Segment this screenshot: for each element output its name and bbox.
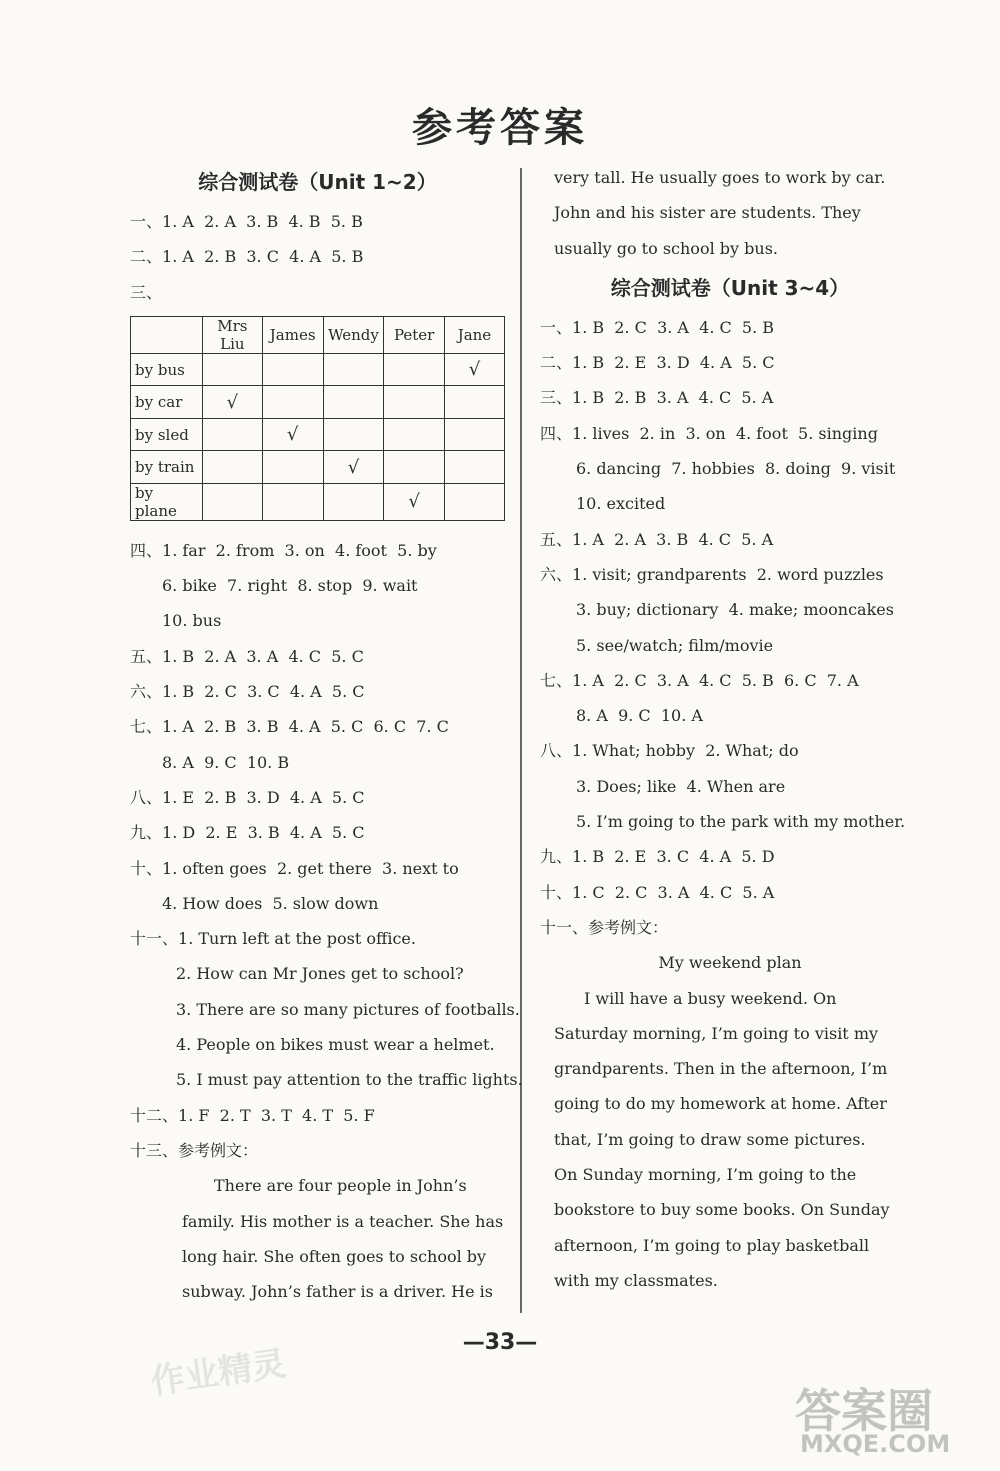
essay-title: My weekend plan bbox=[658, 953, 802, 973]
table-header-cell: Jane bbox=[444, 316, 504, 353]
question-number: 七、 bbox=[540, 670, 573, 690]
question-number: 十、 bbox=[540, 882, 573, 902]
table-cell bbox=[323, 483, 384, 520]
column-divider bbox=[520, 168, 522, 1313]
answer-line bbox=[540, 451, 920, 486]
table-cell bbox=[444, 451, 504, 484]
table-cell bbox=[202, 451, 262, 484]
essay-line: usually go to school by bus. bbox=[554, 238, 778, 258]
table-cell bbox=[384, 418, 444, 451]
answer-line bbox=[130, 639, 505, 674]
answer-text: 1. B 2. C 3. A 4. C 5. B bbox=[572, 317, 775, 337]
answer-text: 2. How can Mr Jones get to school? bbox=[176, 964, 464, 984]
answer-line bbox=[130, 851, 505, 886]
answer-text: 6. dancing 7. hobbies 8. doing 9. visit bbox=[576, 459, 896, 479]
answer-text: 5. I’m going to the park with my mother. bbox=[576, 812, 906, 832]
question-number: 十、 bbox=[130, 858, 163, 878]
answer-text: 1. Turn left at the post office. bbox=[178, 929, 416, 949]
watermark-faded: 作业精灵 bbox=[148, 1343, 289, 1403]
answer-line bbox=[540, 769, 920, 804]
answer-line bbox=[540, 557, 920, 592]
answer-line bbox=[130, 921, 505, 956]
answer-text: 1. E 2. B 3. D 4. A 5. C bbox=[162, 787, 365, 807]
table-cell bbox=[444, 386, 504, 419]
watermark-url: MXQE.COM bbox=[800, 1430, 951, 1458]
answer-text: 参考例文： bbox=[588, 917, 669, 937]
answer-text: 4. People on bikes must wear a helmet. bbox=[176, 1035, 495, 1055]
answer-line bbox=[130, 886, 505, 921]
essay-line: with my classmates. bbox=[554, 1270, 718, 1290]
table-header-cell: Peter bbox=[384, 316, 444, 353]
answer-text: 8. A 9. C 10. A bbox=[576, 706, 703, 726]
essay-continuation bbox=[540, 160, 920, 266]
answer-text: 参考例文： bbox=[178, 1140, 259, 1160]
question-number: 六、 bbox=[540, 564, 573, 584]
question-number: 六、 bbox=[130, 682, 163, 702]
answer-line bbox=[130, 674, 505, 709]
table-cell: √ bbox=[384, 483, 444, 520]
answer-line bbox=[540, 663, 920, 698]
table-row-label: by bus bbox=[131, 353, 203, 386]
answers-unit-3-4 bbox=[540, 310, 920, 945]
answer-line bbox=[540, 733, 920, 768]
section-heading-unit-1-2: 综合测试卷（Unit 1~2） bbox=[198, 170, 437, 194]
answer-line bbox=[130, 1027, 505, 1062]
answer-text: 1. often goes 2. get there 3. next to bbox=[162, 858, 459, 878]
left-column bbox=[130, 160, 523, 1309]
left-essay bbox=[130, 1168, 505, 1309]
watermark-brand: 答案圈 bbox=[795, 1384, 933, 1438]
table-row bbox=[131, 386, 505, 419]
essay-line: long hair. She often goes to school by bbox=[182, 1246, 487, 1266]
answer-line bbox=[540, 839, 920, 874]
answer-text: 1. What; hobby 2. What; do bbox=[572, 741, 799, 761]
answer-text: 1. A 2. B 3. C 4. A 5. B bbox=[162, 247, 364, 267]
answer-line bbox=[540, 698, 920, 733]
answer-line bbox=[540, 875, 920, 910]
answer-line bbox=[130, 1133, 505, 1168]
answer-line bbox=[540, 310, 920, 345]
essay-line: bookstore to buy some books. On Sunday bbox=[554, 1200, 890, 1220]
answer-line bbox=[130, 709, 505, 744]
answer-line bbox=[130, 1098, 505, 1133]
essay-line: Saturday morning, I’m going to visit my bbox=[554, 1023, 879, 1043]
question-number: 一、 bbox=[540, 317, 573, 337]
essay-line: going to do my homework at home. After bbox=[554, 1094, 887, 1114]
answer-text: 5. see/watch; film/movie bbox=[576, 635, 774, 655]
table-cell bbox=[384, 353, 444, 386]
question-number: 一、 bbox=[130, 212, 163, 231]
answer-line bbox=[130, 992, 520, 1027]
question-number: 八、 bbox=[130, 787, 163, 807]
answer-line bbox=[130, 1062, 523, 1097]
answer-text: 6. bike 7. right 8. stop 9. wait bbox=[162, 576, 418, 596]
question-number: 三、 bbox=[540, 388, 573, 408]
essay-line: grandparents. Then in the afternoon, I’m bbox=[554, 1059, 888, 1079]
answer-line bbox=[540, 486, 920, 521]
transport-table bbox=[130, 316, 505, 521]
answer-line bbox=[130, 275, 505, 310]
question-number: 八、 bbox=[540, 741, 573, 761]
essay-line: John and his sister are students. They bbox=[554, 203, 861, 223]
question-number: 二、 bbox=[540, 353, 573, 373]
question-number: 五、 bbox=[540, 529, 573, 549]
answer-line bbox=[540, 345, 920, 380]
table-header-cell bbox=[131, 316, 203, 353]
answer-text: 1. far 2. from 3. on 4. foot 5. by bbox=[162, 540, 437, 560]
table-cell: √ bbox=[262, 418, 323, 451]
table-cell bbox=[262, 451, 323, 484]
answer-line bbox=[130, 956, 505, 991]
answer-text: 1. A 2. A 3. B 4. C 5. A bbox=[572, 529, 774, 549]
question-number: 五、 bbox=[130, 646, 163, 666]
answer-line bbox=[130, 815, 505, 850]
answer-line bbox=[130, 568, 505, 603]
answer-text: 1. F 2. T 3. T 4. T 5. F bbox=[178, 1105, 375, 1125]
right-column bbox=[540, 160, 920, 1298]
table-cell bbox=[323, 386, 384, 419]
table-header-cell: Mrs Liu bbox=[202, 316, 262, 353]
question-number: 七、 bbox=[130, 717, 163, 737]
answer-text: 10. bus bbox=[162, 611, 222, 631]
table-cell bbox=[262, 483, 323, 520]
table-cell bbox=[262, 386, 323, 419]
table-cell bbox=[202, 418, 262, 451]
table-header-cell: Wendy bbox=[323, 316, 384, 353]
question-number: 十一、 bbox=[130, 929, 179, 949]
answer-line bbox=[130, 603, 505, 638]
answer-line bbox=[130, 745, 505, 780]
table-row-label: by sled bbox=[131, 418, 203, 451]
answer-text: 1. D 2. E 3. B 4. A 5. C bbox=[162, 823, 365, 843]
answer-text: 3. buy; dictionary 4. make; mooncakes bbox=[576, 600, 894, 620]
table-cell bbox=[323, 418, 384, 451]
essay-line: subway. John’s father is a driver. He is bbox=[182, 1282, 493, 1302]
question-number: 十三、 bbox=[130, 1140, 179, 1160]
answer-text: 1. B 2. A 3. A 4. C 5. C bbox=[162, 646, 364, 666]
answer-text: 10. excited bbox=[576, 494, 666, 514]
answer-line bbox=[540, 380, 920, 415]
table-row bbox=[131, 418, 505, 451]
answer-text: 1. B 2. E 3. C 4. A 5. D bbox=[572, 847, 775, 867]
table-row-label: by train bbox=[131, 451, 203, 484]
answer-line bbox=[130, 780, 505, 815]
answer-text: 3. Does; like 4. When are bbox=[576, 776, 786, 796]
answer-text: 3. There are so many pictures of footballs. bbox=[176, 999, 520, 1019]
essay-line: On Sunday morning, I’m going to the bbox=[554, 1165, 857, 1185]
question-number: 九、 bbox=[540, 847, 573, 867]
page-title: 参考答案 bbox=[412, 105, 588, 151]
essay-line: very tall. He usually goes to work by car. bbox=[554, 168, 886, 187]
question-number: 十一、 bbox=[540, 917, 589, 937]
table-cell bbox=[262, 353, 323, 386]
table-cell bbox=[323, 353, 384, 386]
essay-line: There are four people in John’s bbox=[214, 1176, 467, 1196]
table-header-cell: James bbox=[262, 316, 323, 353]
question-number: 十二、 bbox=[130, 1105, 179, 1125]
answer-text: 1. B 2. C 3. C 4. A 5. C bbox=[162, 682, 365, 702]
answer-text: 5. I must pay attention to the traffic lights. bbox=[176, 1070, 523, 1090]
table-row-label: by car bbox=[131, 386, 203, 419]
answer-text: 1. lives 2. in 3. on 4. foot 5. singing bbox=[572, 423, 878, 443]
answer-text: 1. B 2. B 3. A 4. C 5. A bbox=[572, 388, 774, 408]
question-number: 四、 bbox=[540, 423, 573, 443]
answer-text: 4. How does 5. slow down bbox=[162, 893, 379, 913]
table-row bbox=[131, 353, 505, 386]
answer-line bbox=[540, 416, 920, 451]
answer-line bbox=[130, 533, 505, 568]
essay-line: I will have a busy weekend. On bbox=[584, 988, 837, 1008]
answer-line bbox=[130, 239, 505, 274]
answer-text: 1. A 2. B 3. B 4. A 5. C 6. C 7. C bbox=[162, 717, 449, 737]
table-cell bbox=[202, 353, 262, 386]
section-heading-unit-3-4: 综合测试卷（Unit 3~4） bbox=[610, 275, 850, 300]
answer-line bbox=[130, 204, 505, 239]
question-number: 四、 bbox=[130, 540, 163, 560]
table-cell: √ bbox=[444, 353, 504, 386]
answer-line bbox=[540, 628, 920, 663]
answer-line bbox=[540, 804, 920, 839]
table-cell: √ bbox=[202, 386, 262, 419]
page-number: —33— bbox=[462, 1330, 538, 1355]
essay-line: family. His mother is a teacher. She has bbox=[182, 1211, 504, 1231]
table-row-label: by plane bbox=[131, 483, 203, 520]
essay-line: afternoon, I’m going to play basketball bbox=[554, 1235, 870, 1255]
answers-after-table bbox=[130, 533, 523, 1168]
table-cell bbox=[384, 386, 444, 419]
table-cell bbox=[384, 451, 444, 484]
table-cell bbox=[444, 418, 504, 451]
answers-before-table bbox=[130, 204, 505, 310]
answer-line bbox=[540, 910, 920, 945]
answer-text: 1. visit; grandparents 2. word puzzles bbox=[572, 564, 884, 584]
answer-text: 1. A 2. C 3. A 4. C 5. B 6. C 7. A bbox=[572, 670, 859, 690]
answer-text: 1. B 2. E 3. D 4. A 5. C bbox=[572, 353, 775, 373]
answer-text: 8. A 9. C 10. B bbox=[162, 752, 290, 772]
essay-line: that, I’m going to draw some pictures. bbox=[554, 1129, 866, 1149]
table-cell bbox=[444, 483, 504, 520]
table-cell: √ bbox=[323, 451, 384, 484]
table-row bbox=[131, 451, 505, 484]
right-essay bbox=[540, 981, 920, 1299]
answer-text: 1. C 2. C 3. A 4. C 5. A bbox=[572, 882, 775, 902]
question-number: 九、 bbox=[130, 823, 163, 843]
table-row bbox=[131, 483, 505, 520]
answer-line bbox=[540, 592, 920, 627]
question-number: 三、 bbox=[130, 282, 163, 302]
table-cell bbox=[202, 483, 262, 520]
question-number: 二、 bbox=[130, 247, 163, 267]
answer-line bbox=[540, 522, 920, 557]
answer-text: 1. A 2. A 3. B 4. B 5. B bbox=[162, 212, 363, 231]
